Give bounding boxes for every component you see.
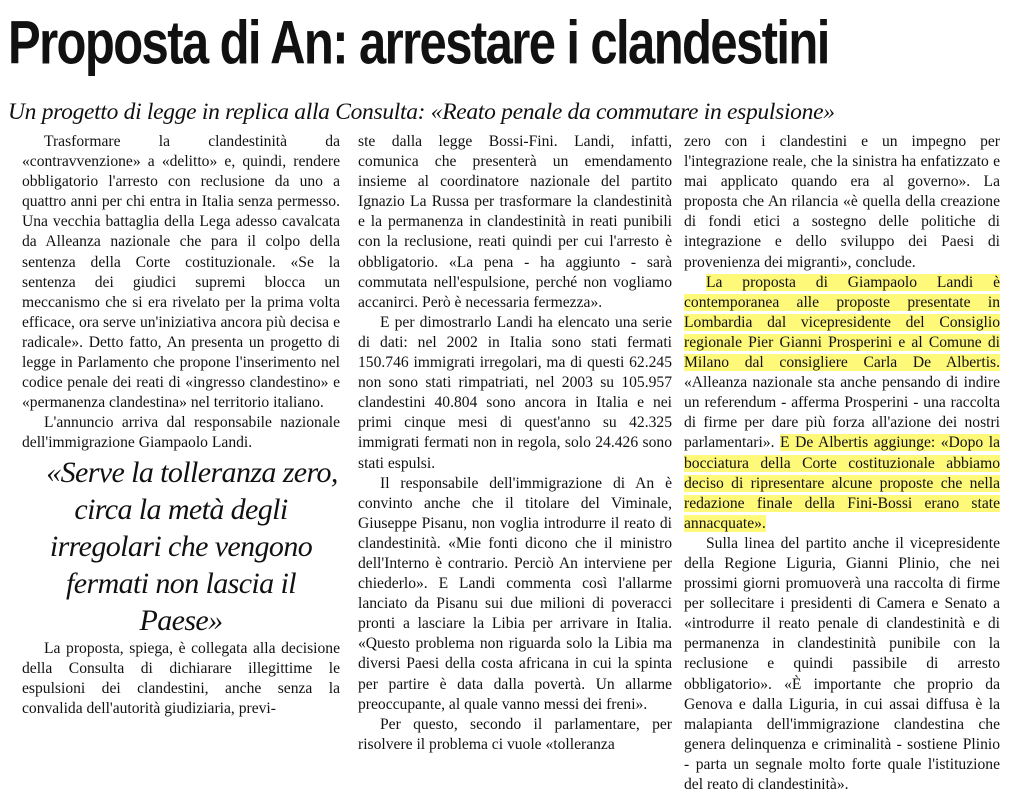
paragraph: Trasformare la clandestinità da «contravvenzione» a «delitto» e, quindi, rendere obbligatorio l'arresto con reclusione da uno a quattro anni per chi entra in Italia senza permesso. Una vecchia battaglia della Lega adesso cavalcata da Alleanza nazionale che para il colpo della sentenza della Corte costituzionale. «Se la sentenza dei giudici supremi blocca un meccanismo che si era rivelato per la prima volta efficace, ora serve un'iniziativa ancora più decisa e radicale». Detto fatto, An presenta un progetto di legge in Parlamento che propone l'inserimento nel codice penale dei reati di «ingresso clandestino» e «permanenza clandestina» nel territorio italiano.	[22, 133, 340, 412]
pull-quote: «Serve la tolleranza zero, circa la metà degli irregolari che vengono fermati non lascia il Paese»	[46, 455, 338, 637]
headline: Proposta di An: arrestare i clandestini	[8, 9, 829, 78]
paragraph: Sulla linea del partito anche il vicepresidente della Regione Liguria, Gianni Plinio, che nei prossimi giorni promuoverà una raccolta di firme per sollecitare i presidenti di Camera e Senato a «introdurre il reato penale di clandestinità e di permanenza in clandestinità punibile con la reclusione e quindi passibile di arresto obbligatorio». «È importante che proprio da Genova e dalla Liguria, in cui assai diffusa è la malapianta dell'immigrazione clandestina che genera delinquenza e criminalità - sostiene Plinio - parta un segnale molto forte quale l'istituzione del reato di clandestinità».	[684, 534, 1000, 793]
highlighted-text: E De Albertis aggiunge: «Dopo la bocciatura della Corte costituzionale abbiamo deciso di ripresentare alcune proposte che nella redazione finale della Fini-Bossi erano state annacquate».	[684, 434, 1000, 532]
paragraph: Il responsabile dell'immigrazione di An è convinto anche che il titolare del Viminale, Giuseppe Pisanu, non voglia introdurre il reato di clandestinità. «Mie fonti dicono che il ministro dell'Interno è contrario. Perciò An interviene per chiederlo». E Landi commenta così l'allarme lanciato da Pisanu sui due milioni di poveracci pronti a lasciare la Libia per arrivare in Italia. «Questo problema non riguarda solo la Libia ma diversi Paesi della costa africana in cui la spinta per partire è data dalla povertà. Un allarme preoccupante, al quale vanno messi dei freni».	[358, 474, 672, 713]
paragraph: ste dalla legge Bossi-Fini. Landi, infatti, comunica che presenterà un emendamento insieme al coordinatore nazionale del partito Ignazio La Russa per trasformare la clandestinità e la permanenza in clandestinità in reati punibili con la reclusione, reati quindi per cui l'arresto è obbligatorio. «La pena - ha aggiunto - sarà commutata nell'espulsione, perché non vogliamo accanirci. Però è necessaria fermezza».	[358, 133, 672, 311]
paragraph: zero con i clandestini e un impegno per l'integrazione reale, che la sinistra ha enfatizzato e mai applicato quando era al governo». La proposta che An rilancia «è quella della creazione di fondi etici a sostegno delle politiche di integrazione e dello sviluppo dei Paesi di provenienza dei migranti», conclude.	[684, 133, 1000, 271]
paragraph-highlighted	[684, 273, 1000, 534]
paragraph: La proposta, spiega, è collegata alla decisione della Consulta di dichiarare illegittime le espulsioni dei clandestini, anche senza la convalida dell'autorità giudiziaria, previ-	[22, 639, 340, 717]
paragraph: L'annuncio arriva dal responsabile nazionale dell'immigrazione Giampaolo Landi.	[22, 414, 340, 452]
subheadline: Un progetto di legge in replica alla Consulta: «Reato penale da commutare in espulsione»	[8, 99, 835, 125]
paragraph: E per dimostrarlo Landi ha elencato una serie di dati: nel 2002 in Italia sono stati fermati 150.746 immigrati irregolari, ma di questi 62.245 non sono stati rimpatriati, nel 2003 su 105.957 clandestini 40.804 sono ancora in Italia e nei primi cinque mesi di quest'anno su 42.325 immigrati fermati non in regola, solo 24.426 sono stati espulsi.	[358, 313, 672, 472]
article-column-1	[22, 132, 340, 719]
highlighted-text: La proposta di Giampaolo Landi è contemporanea alle proposte presentate in Lombardia dal vicepresidente del Consiglio regionale Pier Gianni Prosperini e al Comune di Milano dal consigliere Carla De Albertis.	[684, 273, 1000, 372]
article-column-2	[358, 132, 672, 755]
paragraph: Per questo, secondo il parlamentare, per risolvere il problema ci vuole «tolleranza	[358, 715, 672, 753]
quote-text: «Alleanza nazionale sta anche pensando di indire un referendum - afferma Prosperini - una raccolta di firme per dare più forza all'azione dei nostri parlamentari».	[684, 374, 1000, 452]
article-column-3	[684, 132, 1000, 795]
